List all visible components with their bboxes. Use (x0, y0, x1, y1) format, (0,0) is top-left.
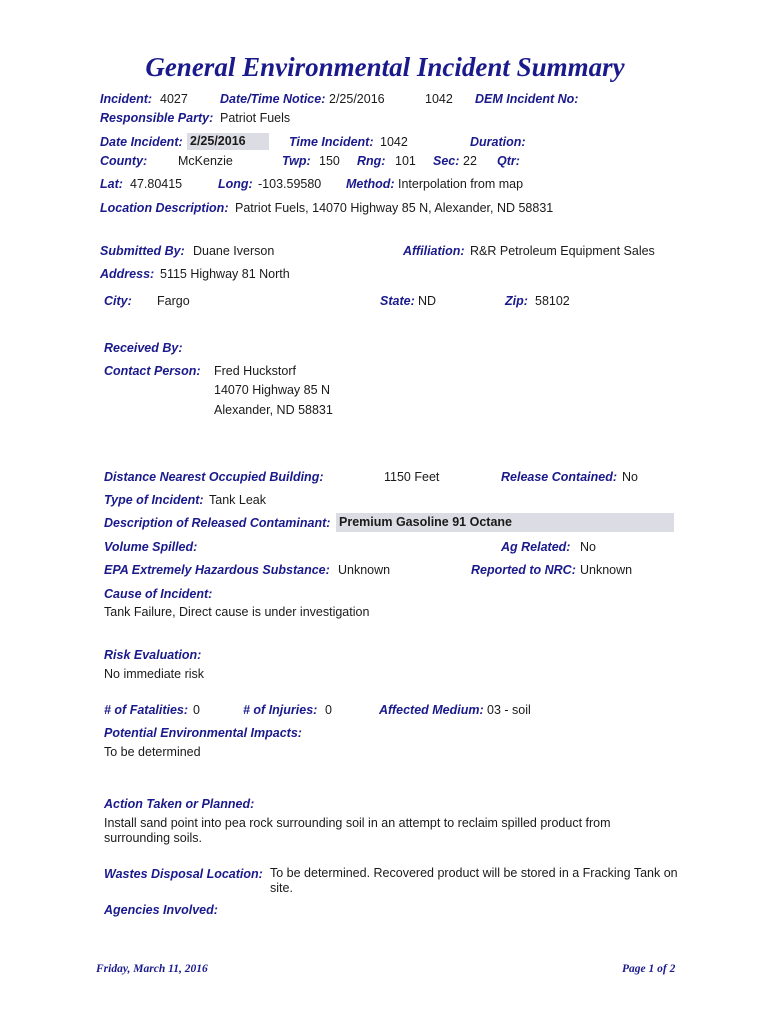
responsible-party-label: Responsible Party: (100, 111, 214, 125)
footer-page-number: Page 1 of 2 (622, 963, 676, 975)
reported-nrc: Unknown (580, 563, 633, 577)
ag-related-label: Ag Related: (501, 540, 571, 554)
time-incident-label: Time Incident: (289, 135, 374, 149)
contaminant-label: Description of Released Contaminant: (104, 516, 331, 530)
agencies-involved-label: Agencies Involved: (104, 903, 218, 917)
time-incident: 1042 (380, 135, 408, 149)
notice-time: 1042 (425, 92, 453, 106)
release-contained: No (622, 470, 638, 484)
page-title: General Environmental Incident Summary (145, 52, 625, 82)
distance-building-label: Distance Nearest Occupied Building: (104, 470, 324, 484)
contact-person-label: Contact Person: (104, 364, 201, 378)
section: 22 (463, 154, 477, 168)
location-description-label: Location Description: (100, 201, 229, 215)
township: 150 (319, 154, 340, 168)
latitude-label: Lat: (100, 177, 123, 191)
action-taken-label: Action Taken or Planned: (104, 797, 255, 811)
fatalities: 0 (193, 703, 200, 717)
zip-label: Zip: (505, 294, 528, 308)
impacts: To be determined (104, 745, 201, 759)
address-label: Address: (100, 267, 155, 281)
latitude: 47.80415 (130, 177, 183, 191)
risk-evaluation: No immediate risk (104, 667, 205, 681)
fatalities-label: # of Fatalities: (104, 703, 189, 717)
incident-number: 4027 (160, 92, 188, 106)
location-description: Patriot Fuels, 14070 Highway 85 N, Alexander, ND 58831 (235, 201, 554, 215)
longitude-label: Long: (218, 177, 253, 191)
waste-disposal-label: Wastes Disposal Location: (104, 867, 263, 881)
city-label: City: (104, 294, 132, 308)
injuries-label: # of Injuries: (243, 703, 318, 717)
received-by-label: Received By: (104, 341, 183, 355)
affiliation-label: Affiliation: (403, 244, 465, 258)
longitude: -103.59580 (258, 177, 322, 191)
state-label: State: (380, 294, 415, 308)
date-incident-label: Date Incident: (100, 135, 183, 149)
affiliation: R&R Petroleum Equipment Sales (470, 244, 655, 258)
affected-medium: 03 - soil (487, 703, 531, 717)
injuries: 0 (325, 703, 332, 717)
county-label: County: (100, 154, 148, 168)
contaminant: Premium Gasoline 91 Octane (336, 513, 674, 532)
epa-hazardous: Unknown (338, 563, 391, 577)
duration-label: Duration: (470, 135, 526, 149)
state: ND (418, 294, 437, 308)
contact-name: Fred Huckstorf (214, 364, 296, 378)
incident-type-label: Type of Incident: (104, 493, 204, 507)
impacts-label: Potential Environmental Impacts: (104, 726, 302, 740)
submitted-by-label: Submitted By: (100, 244, 185, 258)
range-label: Rng: (357, 154, 386, 168)
notice-date: 2/25/2016 (329, 92, 385, 106)
footer-date: Friday, March 11, 2016 (96, 963, 208, 975)
risk-evaluation-label: Risk Evaluation: (104, 648, 202, 662)
distance-building: 1150 Feet (384, 470, 440, 484)
incident-number-label: Incident: (100, 92, 153, 106)
contact-city: Alexander, ND 58831 (214, 403, 333, 417)
epa-hazardous-label: EPA Extremely Hazardous Substance: (104, 563, 330, 577)
county: McKenzie (178, 154, 233, 168)
contact-street: 14070 Highway 85 N (214, 383, 331, 397)
waste-disposal: To be determined. Recovered product will be stored in a Fracking Tank on site. (270, 866, 678, 895)
city: Fargo (157, 294, 190, 308)
date-incident: 2/25/2016 (187, 133, 269, 150)
submitted-by: Duane Iverson (193, 244, 275, 258)
incident-type: Tank Leak (209, 493, 266, 507)
address: 5115 Highway 81 North (160, 267, 290, 281)
zip: 58102 (535, 294, 570, 308)
section-label: Sec: (433, 154, 460, 168)
range: 101 (395, 154, 416, 168)
ag-related: No (580, 540, 596, 554)
action-taken: Install sand point into pea rock surrounding soil in an attempt to reclaim spilled product from surrounding soils. (104, 816, 611, 845)
reported-nrc-label: Reported to NRC: (471, 563, 576, 577)
quarter-label: Qtr: (497, 154, 520, 168)
responsible-party: Patriot Fuels (220, 111, 291, 125)
affected-medium-label: Affected Medium: (379, 703, 484, 717)
volume-spilled-label: Volume Spilled: (104, 540, 198, 554)
method: Interpolation from map (398, 177, 524, 191)
method-label: Method: (346, 177, 395, 191)
date-time-notice-label: Date/Time Notice: (220, 92, 326, 106)
cause-label: Cause of Incident: (104, 587, 213, 601)
cause: Tank Failure, Direct cause is under investigation (104, 605, 370, 619)
dem-incident-label: DEM Incident No: (475, 92, 579, 106)
township-label: Twp: (282, 154, 311, 168)
release-contained-label: Release Contained: (501, 470, 618, 484)
